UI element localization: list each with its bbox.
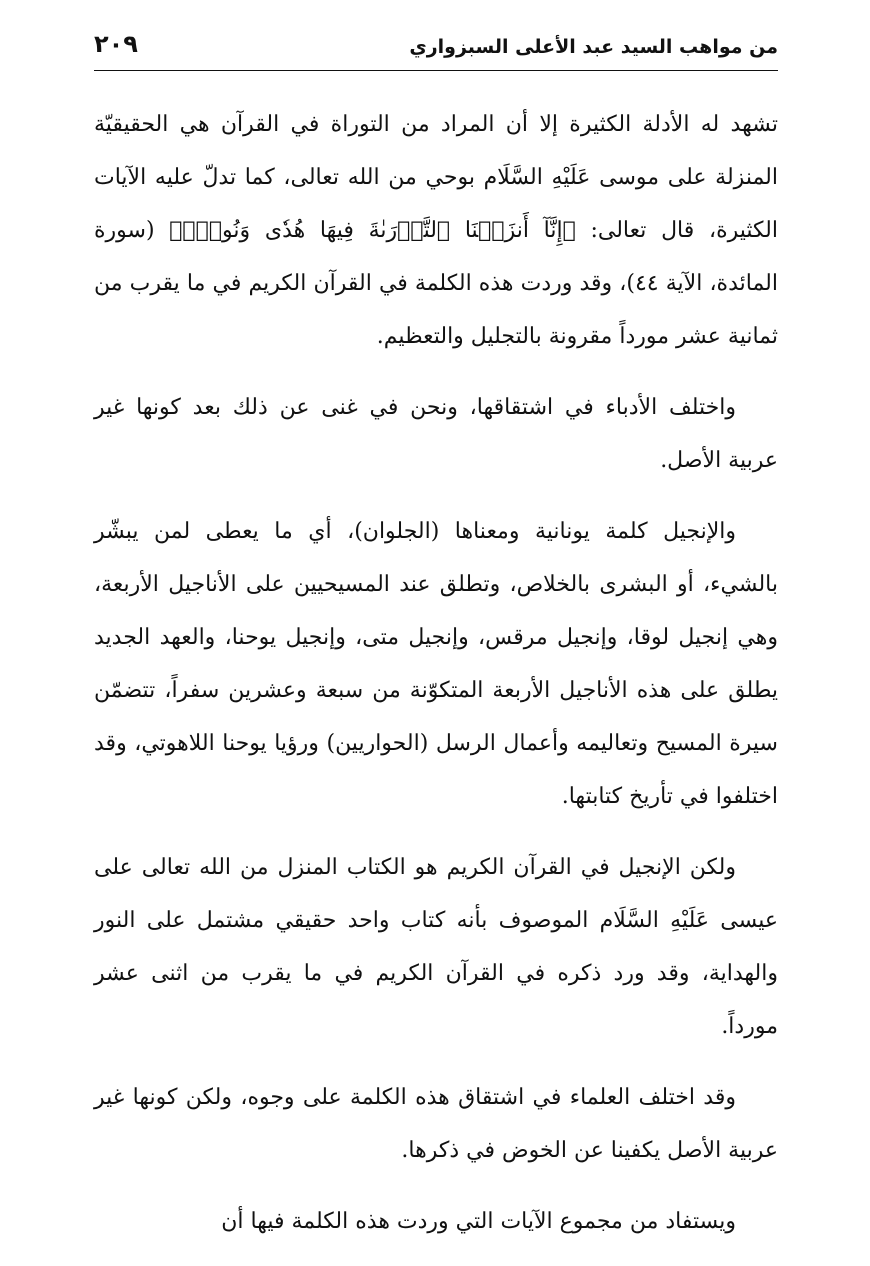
paragraph-injil-meaning: والإنجيل كلمة يونانية ومعناها (الجلوان)، أي ما يعطى لمن يبشّر بالشيء، أو البشرى بالخلاص، وتطلق عند المسيحيين على الأناجيل الأربعة، وهي إنجيل لوقا، وإنجيل مرقس، وإنجيل متى، وإنجيل يوحنا، والعهد الجديد يطلق على هذه الأناجيل الأربعة المتكوّنة من سبعة وعشرين سفراً، تتضمّن سيرة المسيح وتعاليمه وأعمال الرسل (الحواريين) ورؤيا يوحنا اللاهوتي، وقد اختلفوا في تأريخ كتابتها. xyxy=(94,519,778,809)
paragraph-continuation: ويستفاد من مجموع الآيات التي وردت هذه الكلمة فيها أن xyxy=(221,1209,736,1234)
paragraph-injil-in-quran: ولكن الإنجيل في القرآن الكريم هو الكتاب المنزل من الله تعالى على عيسى عَلَيْهِ السَّلَام الموصوف بأنه كتاب واحد حقيقي مشتمل على النور والهداية، وقد ورد ذكره في القرآن الكريم في ما يقرب من اثنى عشر مورداً. xyxy=(94,855,778,1039)
running-header xyxy=(94,22,778,74)
body-text xyxy=(94,98,778,1266)
header-title: من مواهب السيد عبد الأعلى السبزواري xyxy=(409,36,778,58)
paragraph-torah-derivation: واختلف الأدباء في اشتقاقها، ونحن في غنى عن ذلك بعد كونها غير عربية الأصل. xyxy=(94,395,778,473)
page-number: ٢٠٩ xyxy=(94,30,138,58)
paragraph-injil-derivation: وقد اختلف العلماء في اشتقاق هذه الكلمة على وجوه، ولكن كونها غير عربية الأصل يكفينا عن الخوض في ذكرها. xyxy=(94,1085,778,1163)
paragraph-torah-meaning: تشهد له الأدلة الكثيرة إلا أن المراد من التوراة في القرآن هي الحقيقيّة المنزلة على موسى عَلَيْهِ السَّلَام بوحي من الله تعالى، كما تدلّ عليه الآيات الكثيرة، قال تعالى: ﴿إِنَّآ أَنزَلۡنَا ٱلتَّوۡرَىٰةَ فِيهَا هُدٗى وَنُورٞۚ﴾ (سورة المائدة، الآية ٤٤)، وقد وردت هذه الكلمة في القرآن الكريم في ما يقرب من ثمانية عشر مورداً مقرونة بالتجليل والتعظيم. xyxy=(94,112,778,349)
header-divider xyxy=(94,70,778,71)
